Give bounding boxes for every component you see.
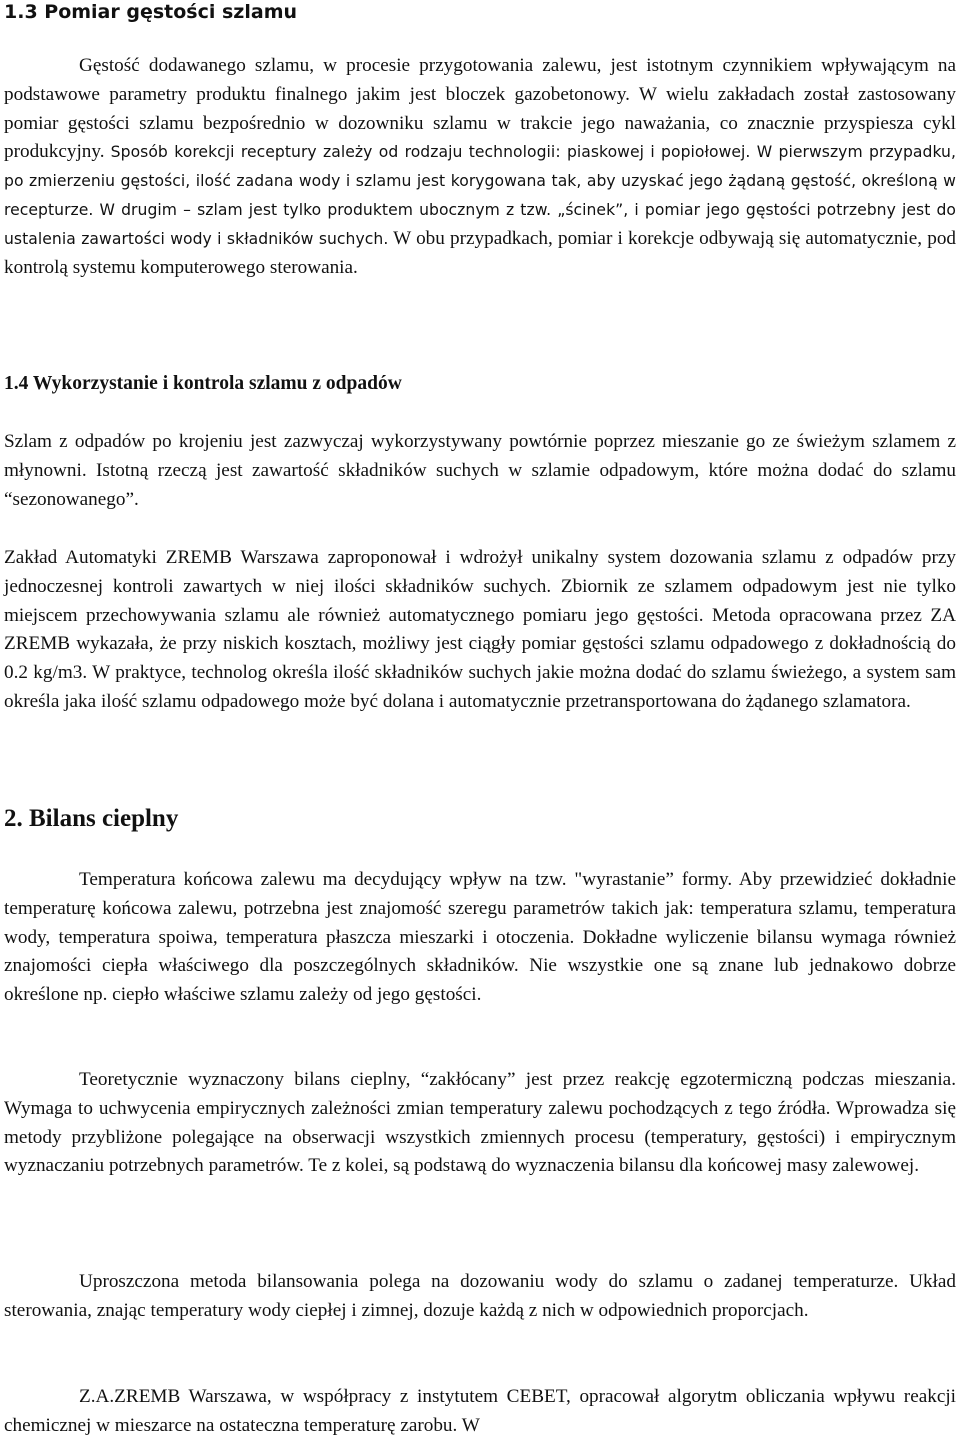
paragraph-heat-balance-2: Teoretycznie wyznaczony bilans cieplny, “zakłócany” jest przez reakcję egzotermiczną podczas mieszania. Wymaga to uchwycenia empirycznych zależności zmian temperatury zalewu pochodzących z tego źródła. Wprowadza się metody przybliżone polegające na obserwacji wszystkich zmiennych procesu (temperatury, gęstości) i empirycznym wyznaczaniu potrzebnych parametrów. Te z kolei, są podstawą do wyznaczenia bilansu dla końcowej masy zalewowej. [4, 1069, 956, 1177]
paragraph-density-intro [4, 52, 956, 282]
paragraph-heat-balance-4: Z.A.ZREMB Warszawa, w współpracy z instytutem CEBET, opracował algorytm obliczania wpływu reakcji chemicznej w mieszarce na ostateczna temperaturę zarobu. W [4, 1386, 956, 1436]
paragraph-density-correction: Sposób korekcji receptury zależy od rodzaju technologii: piaskowej i popiołowej. W pierwszym przypadku, po zmierzeniu gęstości, ilość zadana wody i szlamu jest korygowana tak, aby uzyskać jego żądaną gęstość, określoną w recepturze. W drugim – szlam jest tylko produktem ubocznym z tzw. „ścinek”, i pomiar jego gęstości potrzebny jest do ustalenia zawartości wody i składników suchych. [4, 143, 956, 248]
paragraph-density-intro-serif: Gęstość dodawanego szlamu, w procesie przygotowania zalewu, jest istotnym czynnikiem wpływającym na podstawowe parametry produktu finalnego jakim jest bloczek gazobetonowy. W wielu zakładach został zastosowany pomiar gęstości szlamu bezpośrednio w dozowniku szlamu w trakcie jego naważania, co znacznie przyspiesza cykl produkcyjny. [4, 55, 956, 163]
paragraph-waste-slurry-2: Zakład Automatyki ZREMB Warszawa zaproponował i wdrożył unikalny system dozowania szlamu z odpadów przy jednoczesnej kontroli zawartych w niej ilości składników suchych. Zbiornik ze szlamem odpadowym jest nie tylko miejscem przechowywania szlamu ale również automatycznego pomiaru jego gęstości. Metoda opracowana przez ZA ZREMB wykazała, że przy niskich kosztach, możliwy jest ciągły pomiar gęstości szlamu odpadowego z dokładnością do 0.2 kg/m3. W praktyce, technolog określa ilość składników suchych jakie można dodać do szlamu świeżego, a system sam określa jaka ilość szlamu odpadowego może być dolana i automatycznie przetransportowana do żądanego szlamatora. [4, 547, 956, 712]
paragraph-heat-balance-3: Uproszczona metoda bilansowania polega na dozowaniu wody do szlamu o zadanej temperaturze. Układ sterowania, znając temperatury wody ciepłej i zimnej, dozuje każdą z nich w odpowiednich proporcjach. [4, 1271, 956, 1321]
paragraph-heat-balance-1: Temperatura końcowa zalewu ma decydujący wpływ na tzw. "wyrastanie” formy. Aby przewidzieć dokładnie temperaturę końcowa zalewu, potrzebna jest znajomość szeregu parametrów takich jak: temperatura szlamu, temperatura wody, temperatura spoiwa, temperatura płaszcza mieszarki i otoczenia. Dokładne wyliczenie bilansu wymaga również znajomości ciepła właściwego dla poszczególnych składników. Nie wszystkie one są znane lub jednakowo dobrze określone np. ciepło właściwe szlamu zależy od jego gęstości. [4, 869, 956, 1006]
section-heading-1-3: 1.3 Pomiar gęstości szlamu [4, 1, 298, 23]
paragraph-waste-slurry-1: Szlam z odpadów po krojeniu jest zazwyczaj wykorzystywany powtórnie poprzez mieszanie go ze świeżym szlamem z młynowni. Istotną rzeczą jest zawartość składników suchych w szlamie odpadowym, które można dodać do szlamu “sezonowanego”. [4, 431, 956, 510]
paragraph-density-tail: W obu przypadkach, pomiar i korekcje odbywają się automatycznie, pod kontrolą systemu komputerowego sterowania. [4, 227, 957, 278]
section-heading-2: 2. Bilans cieplny [4, 805, 179, 832]
section-heading-1-4: 1.4 Wykorzystanie i kontrola szlamu z odpadów [4, 373, 402, 394]
